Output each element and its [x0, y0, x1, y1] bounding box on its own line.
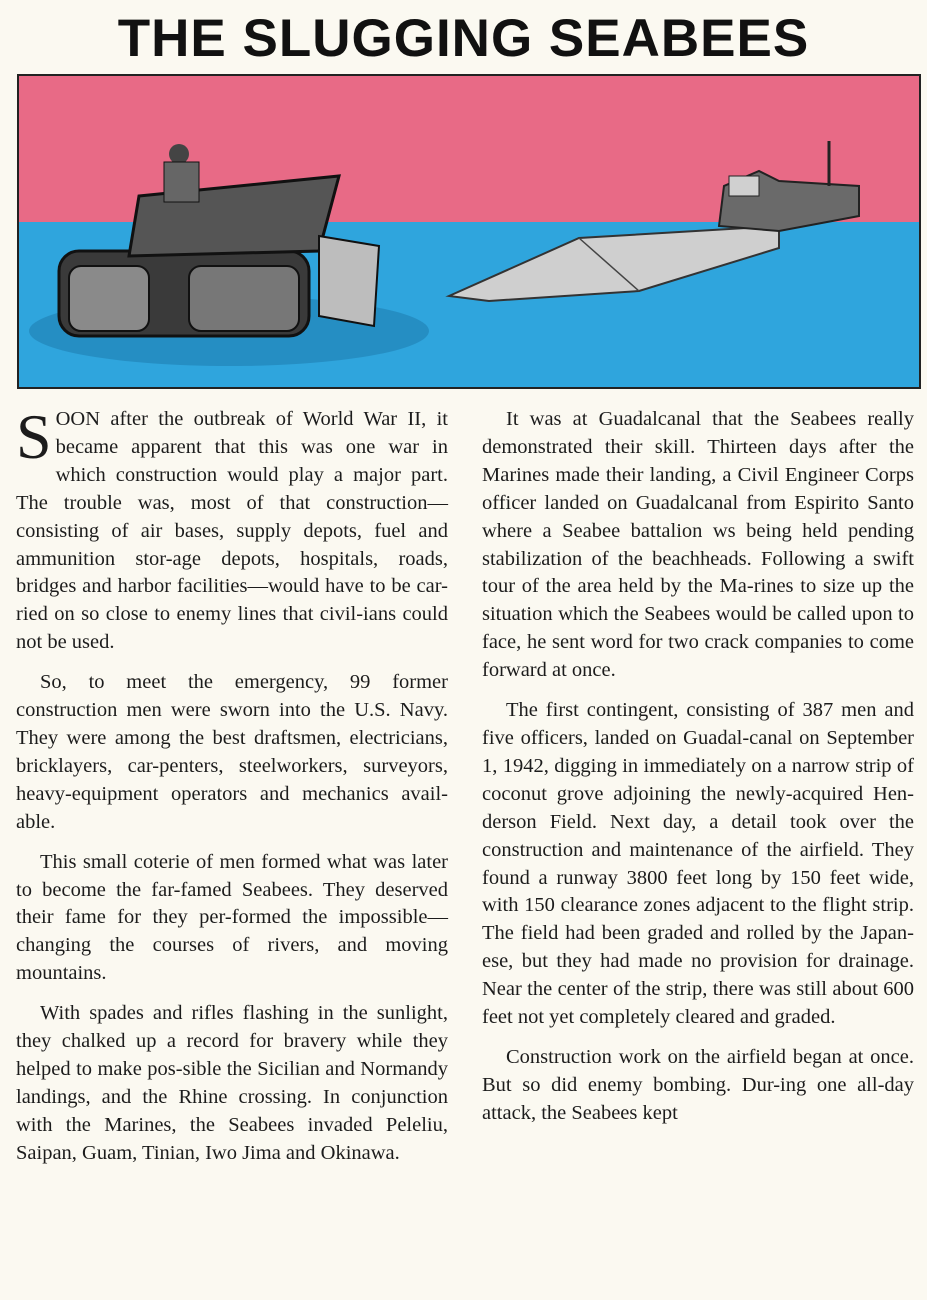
paragraph: Construction work on the airfield began at once. But so did enemy bombing. Dur-ing one all-day attack, the Seabees kept	[482, 1045, 914, 1124]
illustration-bulldozer-and-ship	[17, 74, 921, 389]
paragraph: So, to meet the emergency, 99 former construction men were sworn into the U.S. Navy. They were among the best draftsmen, electricians, bricklayers, car-penters, steelworkers, surveyors, heavy-equipment operators and mechanics avail-able.	[16, 671, 448, 833]
left-column	[16, 401, 448, 1180]
paragraph: The first contingent, consisting of 387 men and five officers, landed on Guadal-canal on September 1, 1942, digging in immediately on a narrow strip of coconut grove adjoining the newly-acquired Hen-derson Field. Next day, a detail took over the construction and maintenance of the airfield. They found a runway 3800 feet long by 150 feet wide, with 150 clearance zones adjacent to the flight strip. The field had been graded and rolled by the Japan-ese, but they had made no provision for drainage. Near the center of the strip, there was still about 600 feet not yet completely cleared and graded.	[482, 699, 914, 1029]
illustration-art	[19, 76, 919, 387]
paragraph: This small coterie of men formed what was later to become the far-famed Seabees. They deserved their fame for they per-formed the impossible—changing the courses of rivers, and moving mountains.	[16, 850, 448, 985]
page-title: THE SLUGGING SEABEES	[117, 9, 810, 68]
paragraph-text: OON after the outbreak of World War II, it became apparent that this was one war in which construction would play a major part. The trouble was, most of that construction—consisting of air bases, supply depots, fuel and ammunition stor-age depots, hospitals, roads, bridges and harbor facilities—would have to be car-ried on so close to enemy lines that civil-ians could not be used.	[16, 408, 448, 654]
paragraph: It was at Guadalcanal that the Seabees really demonstrated their skill. Thirteen days after the Marines made their landing, a Civil Engineer Corps officer landed on Guadalcanal from Espirito Santo where a Seabee battalion ws being held pending stabilization of the beachheads. Following a swift tour of the area held by the Ma-rines to size up the situation which the Seabees would be called upon to face, he sent word for two crack companies to come forward at once.	[482, 408, 914, 682]
paragraph	[16, 401, 448, 657]
right-column	[482, 406, 914, 1140]
drop-cap: S	[16, 401, 52, 472]
paragraph: With spades and rifles flashing in the sunlight, they chalked up a record for bravery while they helped to make pos-sible the Sicilian and Normandy landings, and the Rhine crossing. In conjunction with the Marines, the Seabees invaded Peleliu, Saipan, Guam, Tinian, Iwo Jima and Okinawa.	[16, 1002, 448, 1164]
